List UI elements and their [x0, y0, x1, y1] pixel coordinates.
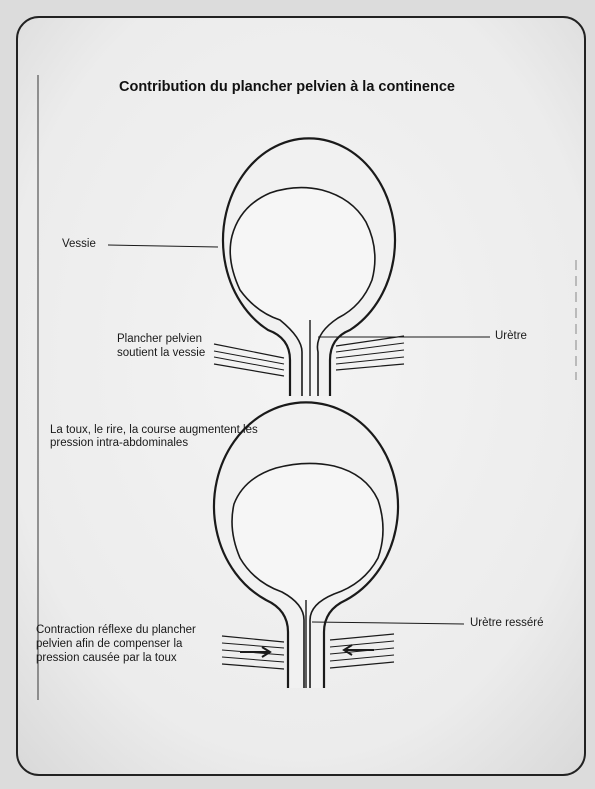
vessie-label: Vessie	[62, 238, 96, 250]
contraction-label-line2: pelvien afin de compenser la	[36, 638, 183, 650]
contraction-label-line1: Contraction réflexe du plancher	[36, 624, 196, 636]
pressure-label-line1: La toux, le rire, la course augmentent les	[50, 424, 258, 436]
contraction-label-line3: pression causée par la toux	[36, 652, 177, 664]
bottom-urethra-label: Urètre resséré	[470, 617, 544, 629]
plancher-label-line2: soutient la vessie	[117, 347, 206, 359]
plancher-label-line1: Plancher pelvien	[117, 333, 203, 345]
pressure-label-line2: pression intra-abdominales	[50, 437, 189, 449]
page-title: Contribution du plancher pelvien à la continence	[119, 79, 455, 95]
top-urethra-label: Urètre	[495, 330, 527, 342]
